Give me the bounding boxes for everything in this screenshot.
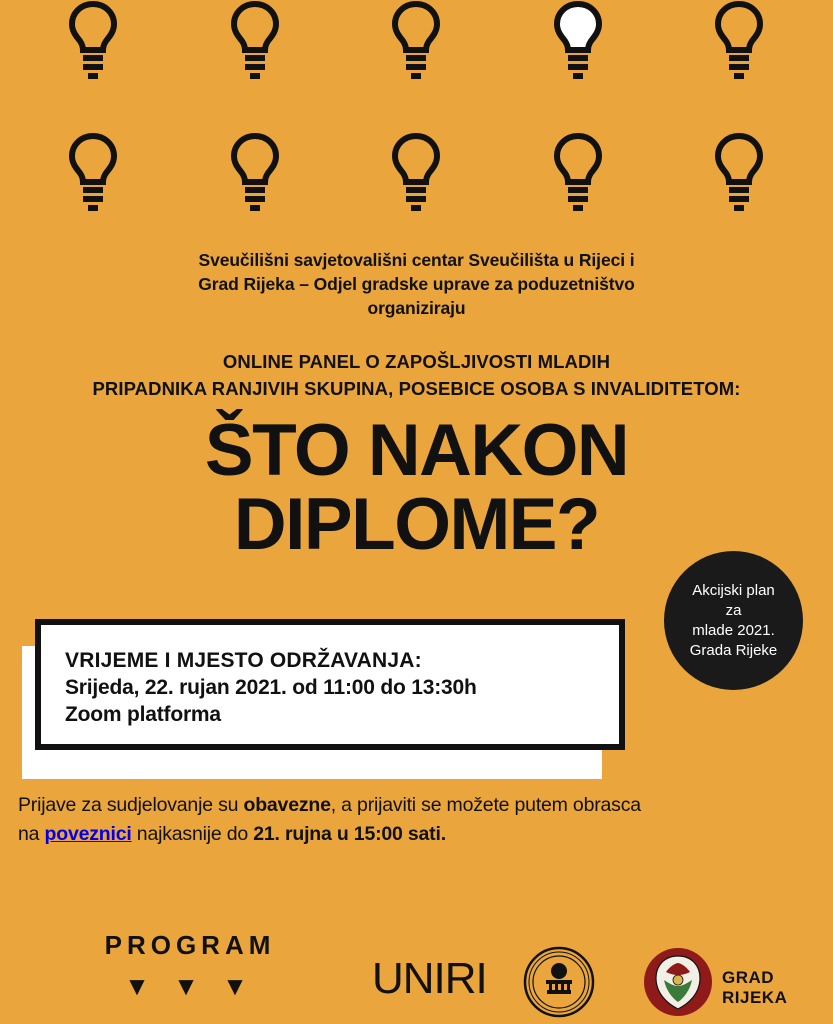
badge-line-2: za: [725, 601, 742, 619]
page-title-line-1: ŠTO NAKON: [204, 410, 629, 491]
badge-line-1: Akcijski plan: [692, 581, 775, 599]
page-title-line-2: DIPLOME?: [233, 484, 600, 565]
lightbulb-icon: [224, 0, 286, 84]
program-section: [100, 930, 280, 999]
lightbulb-pattern: [0, 0, 833, 228]
registration-text-1: Prijave za sudjelovanje su: [18, 794, 244, 816]
program-label: PROGRAM: [104, 930, 276, 960]
organizer-block: [0, 248, 833, 320]
registration-bold-2: 21. rujna u 15:00 sati.: [253, 823, 446, 845]
registration-text-2: , a prijaviti se možete putem obrasca: [330, 794, 641, 816]
badge-line-3: mlade 2021.: [692, 621, 775, 639]
organizer-line-3: organiziraju: [367, 298, 466, 318]
lightbulb-icon: [708, 130, 770, 216]
rijeka-coat-of-arms-icon: [642, 946, 714, 1018]
badge-line-4: Grada Rijeke: [689, 641, 778, 659]
organizer-line-2: Grad Rijeka – Odjel gradske uprave za poduzetništvo: [198, 274, 635, 294]
registration-bold-1: obavezne: [243, 794, 331, 816]
rijeka-logo-label: GRAD RIJEKA: [722, 968, 788, 1007]
event-subtitle-line-2: PRIPADNIKA RANJIVIH SKUPINA, POSEBICE OSOBA S INVALIDITETOM:: [92, 378, 741, 399]
lightbulb-icon: [224, 130, 286, 216]
event-platform: Zoom platforma: [65, 703, 221, 726]
uniri-logo: UNIRI: [372, 954, 487, 1003]
registration-text-4: najkasnije do: [131, 823, 254, 845]
event-subtitle-line-1: ONLINE PANEL O ZAPOŠLJIVOSTI MLADIH: [222, 351, 611, 372]
event-subtitle: [0, 348, 833, 402]
event-details-box: [35, 619, 625, 750]
lightbulb-icon: [547, 130, 609, 216]
chevron-down-icon: ▼ ▼ ▼: [124, 971, 256, 1001]
event-datetime: Srijeda, 22. rujan 2021. od 11:00 do 13:30h: [65, 676, 477, 699]
registration-link[interactable]: poveznici: [44, 823, 132, 845]
registration-info: [18, 791, 818, 849]
status-badge: [664, 551, 803, 690]
event-details-heading: VRIJEME I MJESTO ODRŽAVANJA:: [65, 649, 422, 672]
lightbulb-icon: [62, 130, 124, 216]
registration-text-3: na: [18, 823, 45, 845]
university-counselling-centre-seal-icon: [523, 946, 595, 1018]
lightbulb-icon: [385, 0, 447, 84]
lightbulb-icon-highlighted: [547, 0, 609, 84]
page-title: [0, 410, 833, 565]
lightbulb-icon: [708, 0, 770, 84]
lightbulb-icon: [385, 130, 447, 216]
lightbulb-icon: [62, 0, 124, 84]
organizer-line-1: Sveučilišni savjetovališni centar Sveučilišta u Rijeci i: [198, 250, 635, 270]
